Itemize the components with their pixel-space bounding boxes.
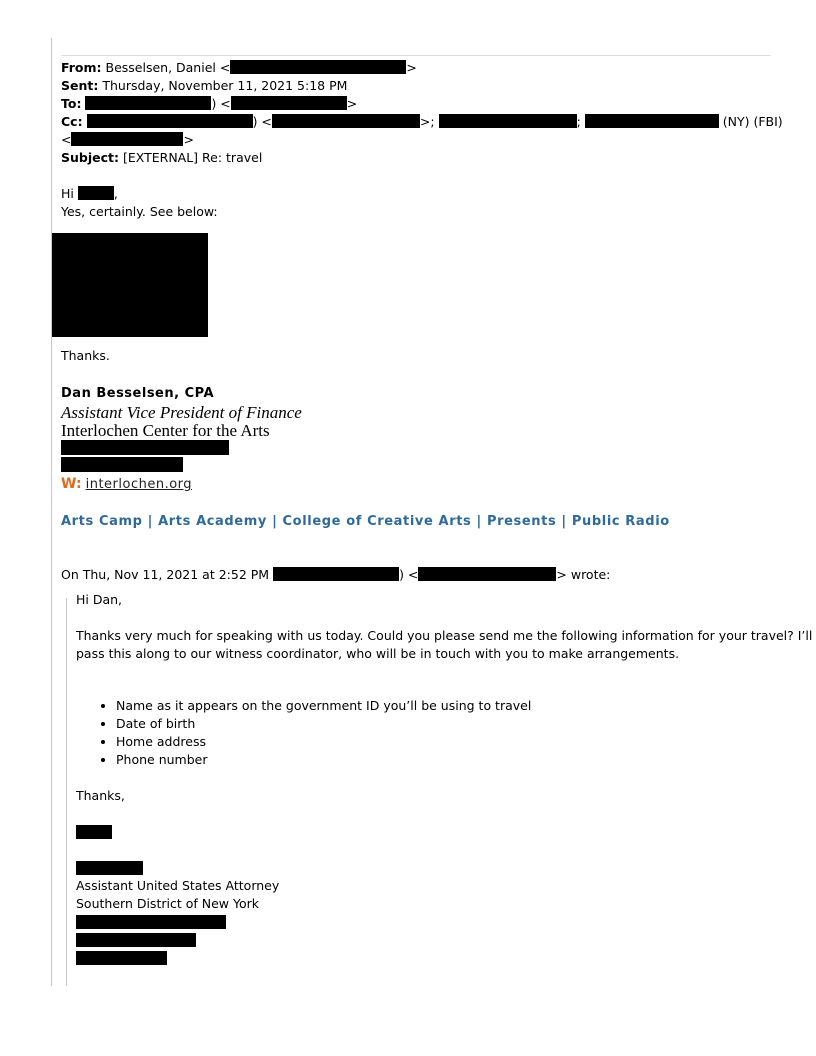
angle-open: < xyxy=(61,132,72,147)
redaction xyxy=(61,440,229,455)
redaction xyxy=(418,567,556,581)
redaction xyxy=(439,114,577,128)
from-line xyxy=(61,60,417,76)
thanks-line: Thanks. xyxy=(61,348,110,363)
list-item: • Home address xyxy=(116,733,531,751)
cc-sep: ) < xyxy=(252,114,272,129)
redaction xyxy=(85,96,211,110)
quote-sig-district: Southern District of New York xyxy=(76,896,259,911)
quote-intro-suffix: wrote: xyxy=(570,567,611,582)
quote-sep: ) < xyxy=(399,567,419,582)
body-line: Yes, certainly. See below: xyxy=(61,204,218,219)
redaction xyxy=(61,457,183,472)
from-label: From: xyxy=(61,60,102,75)
list-item: • Phone number xyxy=(116,751,531,769)
sent-label: Sent: xyxy=(61,78,99,93)
quote-para-line-2: pass this along to our witness coordinator, who will be in touch with you to make arrangements. xyxy=(76,646,680,661)
redaction xyxy=(76,915,226,929)
angle-close: > xyxy=(183,132,194,147)
list-item: • Date of birth xyxy=(116,715,531,733)
requested-info-list xyxy=(96,697,531,769)
angle-close: > xyxy=(346,96,358,111)
redaction xyxy=(71,132,183,146)
quote-border xyxy=(66,598,67,986)
redaction xyxy=(273,567,399,581)
greeting: Hi xyxy=(61,186,74,201)
left-border xyxy=(51,38,52,986)
cc-label: Cc: xyxy=(61,114,83,129)
redaction xyxy=(78,186,114,200)
redaction xyxy=(76,933,196,947)
quote-greeting: Hi Dan, xyxy=(76,592,123,607)
redaction xyxy=(230,60,406,74)
to-line xyxy=(61,96,357,112)
cc-line-2 xyxy=(61,132,194,148)
subject-value: [EXTERNAL] Re: travel xyxy=(122,150,263,165)
subject-line xyxy=(61,150,262,166)
signature-name: Dan Besselsen, CPA xyxy=(61,386,215,401)
web-prefix: W: xyxy=(61,476,82,492)
redaction xyxy=(76,861,143,875)
redacted-block xyxy=(52,233,208,337)
list-item: • Name as it appears on the government ID you’ll be using to travel xyxy=(116,697,531,715)
sent-line xyxy=(61,78,347,94)
redaction xyxy=(76,951,167,965)
cc-nyfbi: (NY) (FBI) xyxy=(722,114,783,129)
program-links[interactable]: Arts Camp | Arts Academy | College of Creative Arts | Presents | Public Radio xyxy=(61,514,670,529)
quote-closing: Thanks, xyxy=(76,788,125,803)
comma: , xyxy=(113,186,118,201)
redaction xyxy=(231,96,347,110)
website-link[interactable]: interlochen.org xyxy=(85,477,193,492)
redaction xyxy=(87,114,253,128)
to-sep: ) < xyxy=(211,96,231,111)
angle-close: > xyxy=(406,60,417,75)
quote-intro xyxy=(61,567,610,583)
signature-org: Interlochen Center for the Arts xyxy=(61,421,270,440)
header-divider xyxy=(61,55,771,56)
angle-close: > xyxy=(556,567,571,582)
website-line xyxy=(61,476,192,493)
cc-sep: >; xyxy=(419,114,439,129)
redaction xyxy=(272,114,420,128)
quote-intro-prefix: On Thu, Nov 11, 2021 at 2:52 PM xyxy=(61,567,270,582)
greeting-line xyxy=(61,186,118,202)
redaction xyxy=(585,114,719,128)
sent-value: Thursday, November 11, 2021 5:18 PM xyxy=(102,78,348,93)
quote-para-line-1: Thanks very much for speaking with us today. Could you please send me the following information for your travel? I’ll xyxy=(76,628,813,643)
quote-sig-title: Assistant United States Attorney xyxy=(76,878,280,893)
from-value: Besselsen, Daniel < xyxy=(105,60,231,75)
cc-sep: ; xyxy=(576,114,585,129)
cc-line xyxy=(61,114,783,130)
signature-title: Assistant Vice President of Finance xyxy=(61,403,302,422)
subject-label: Subject: xyxy=(61,150,119,165)
redaction xyxy=(76,825,112,839)
to-label: To: xyxy=(61,96,82,111)
